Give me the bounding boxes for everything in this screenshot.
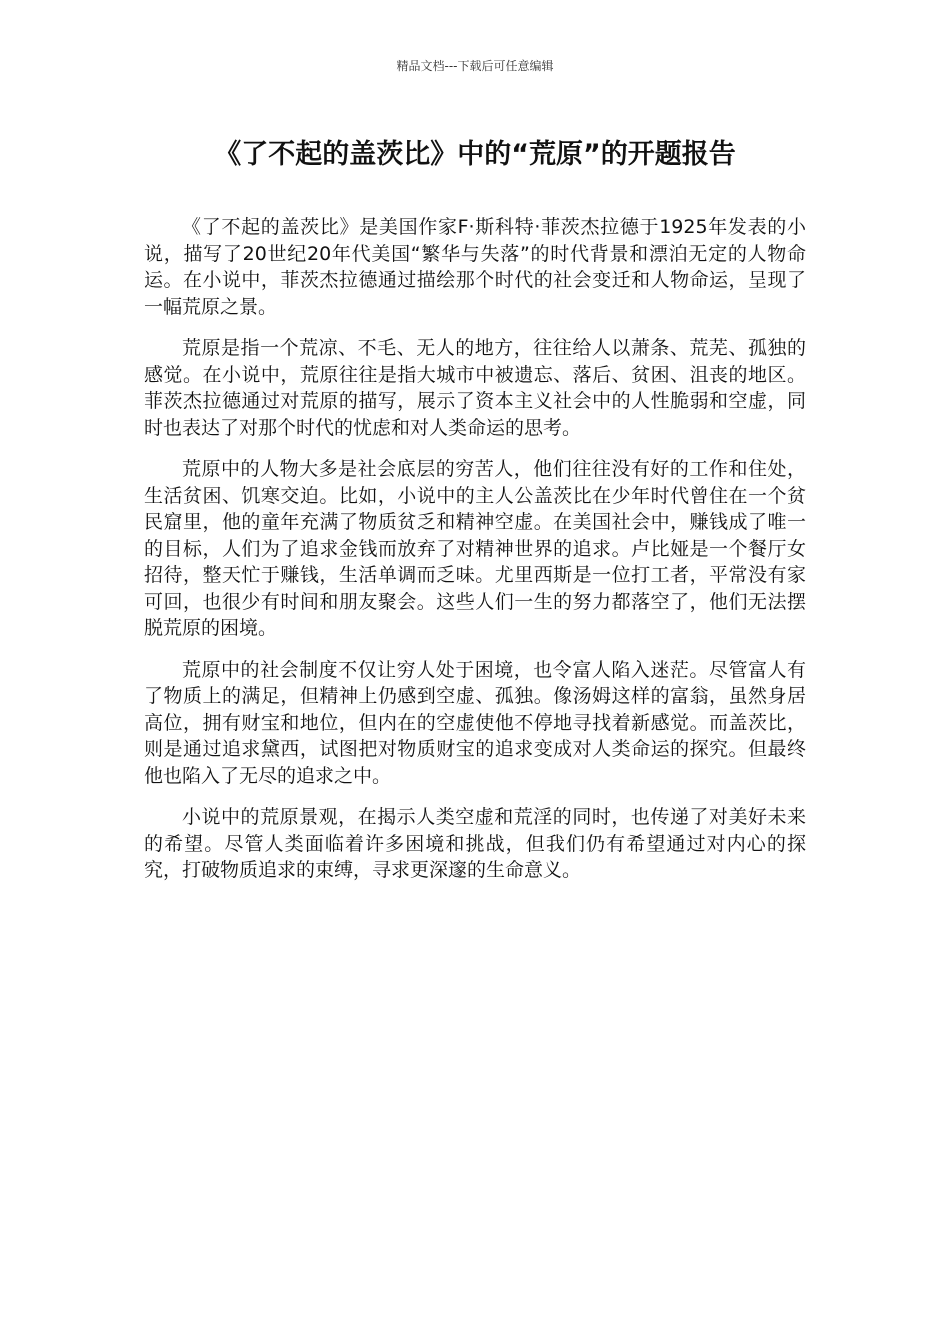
document-title: 《了不起的盖茨比》中的“荒原”的开题报告 (214, 139, 736, 170)
paragraph-3: 荒原中的人物大多是社会底层的穷苦人，他们往往没有好的工作和住处，生活贫困、饥寒交迫。比如，小说中的主人公盖茨比在少年时代曾住在一个贫民窟里，他的童年充满了物质贫乏和精神空虚。在美国社会中，赚钱成了唯一的目标，人们为了追求金钱而放弃了对精神世界的追求。卢比娅是一个餐厅女招待，整天忙于赚钱，生活单调而乏味。尤里西斯是一位打工者，平常没有家可回，也很少有时间和朋友聚会。这些人们一生的努力都落空了，他们无法摆脱荒原的困境。 (144, 458, 806, 639)
paragraph-1: 《了不起的盖茨比》是美国作家F·斯科特·菲茨杰拉德于1925年发表的小说，描写了20世纪20年代美国“繁华与失落”的时代背景和漂泊无定的人物命运。在小说中，菲茨杰拉德通过描绘那个时代的社会变迁和人物命运，呈现了一幅荒原之景。 (144, 216, 806, 318)
page-header: 精品文档---下载后可任意编辑 (396, 59, 554, 73)
paragraph-2: 荒原是指一个荒凉、不毛、无人的地方，往往给人以萧条、荒芜、孤独的感觉。在小说中，荒原往往是指大城市中被遗忘、落后、贫困、沮丧的地区。菲茨杰拉德通过对荒原的描写，展示了资本主义社会中的人性脆弱和空虚，同时也表达了对那个时代的忧虑和对人类命运的思考。 (144, 337, 806, 439)
paragraph-4: 荒原中的社会制度不仅让穷人处于困境，也令富人陷入迷茫。尽管富人有了物质上的满足，但精神上仍感到空虚、孤独。像汤姆这样的富翁，虽然身居高位，拥有财宝和地位，但内在的空虚使他不停地寻找着新感觉。而盖茨比，则是通过追求黛西，试图把对物质财宝的追求变成对人类命运的探究。但最终他也陷入了无尽的追求之中。 (144, 658, 806, 787)
paragraph-5: 小说中的荒原景观，在揭示人类空虚和荒淫的同时，也传递了对美好未来的希望。尽管人类面临着许多困境和挑战，但我们仍有希望通过对内心的探究，打破物质追求的束缚，寻求更深邃的生命意义。 (144, 806, 806, 881)
document-body (144, 214, 806, 899)
